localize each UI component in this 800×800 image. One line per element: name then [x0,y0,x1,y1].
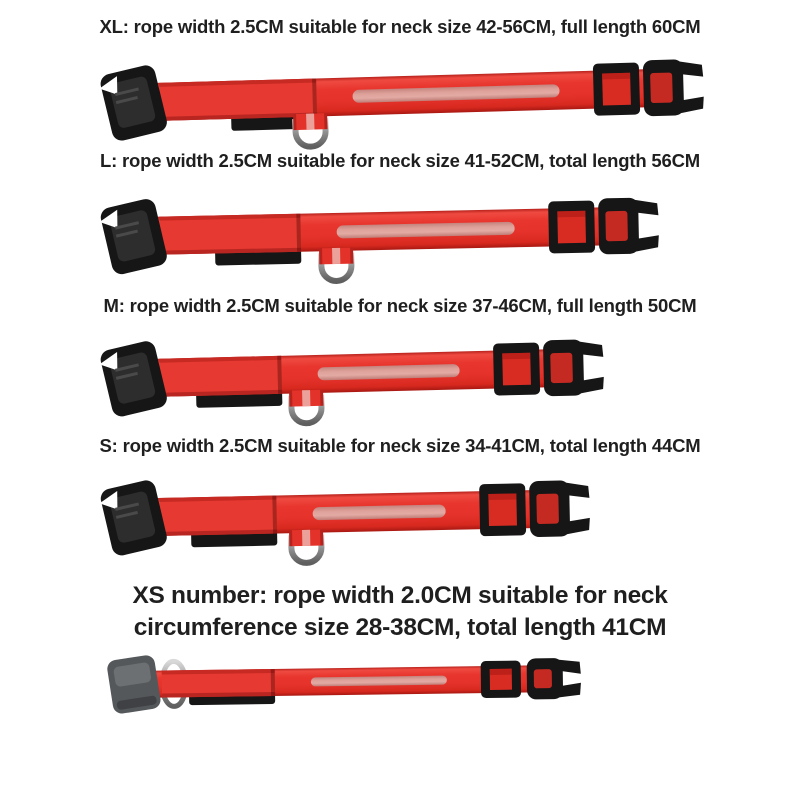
reflective-stripe [311,676,447,687]
strap-slider [479,483,526,536]
left-buckle [97,63,169,143]
size-label-s: S: rope width 2.5CM suitable for neck size 34-41CM, total length 44CM [99,435,701,456]
right-buckle [643,59,705,117]
right-buckle [527,658,582,700]
strap-slider [593,62,640,115]
collar-photo-s [109,473,587,583]
size-label-xs: XS number: rope width 2.0CM suitable for neck circumference size 28-38CM, total length 41CM [132,582,668,642]
size-label-l: L: rope width 2.5CM suitable for neck size 41-52CM, total length 56CM [100,150,700,171]
collar-photo-m [109,332,601,444]
right-buckle [529,480,590,537]
reflective-stripe [313,504,446,520]
left-buckle [97,339,169,419]
collar-photo-xs [111,649,577,731]
collar-photo-l [109,190,656,301]
strap-slider [481,661,522,699]
strap-slider [493,342,540,395]
right-buckle [543,339,604,396]
size-label-xl: XL: rope width 2.5CM suitable for neck size 42-56CM, full length 60CM [99,16,701,37]
left-buckle [97,478,169,557]
left-buckle [106,654,162,715]
right-buckle [598,197,659,254]
size-label-m: M: rope width 2.5CM suitable for neck size 37-46CM, full length 50CM [103,295,697,316]
left-buckle [97,197,169,276]
strap-slider [548,201,595,254]
